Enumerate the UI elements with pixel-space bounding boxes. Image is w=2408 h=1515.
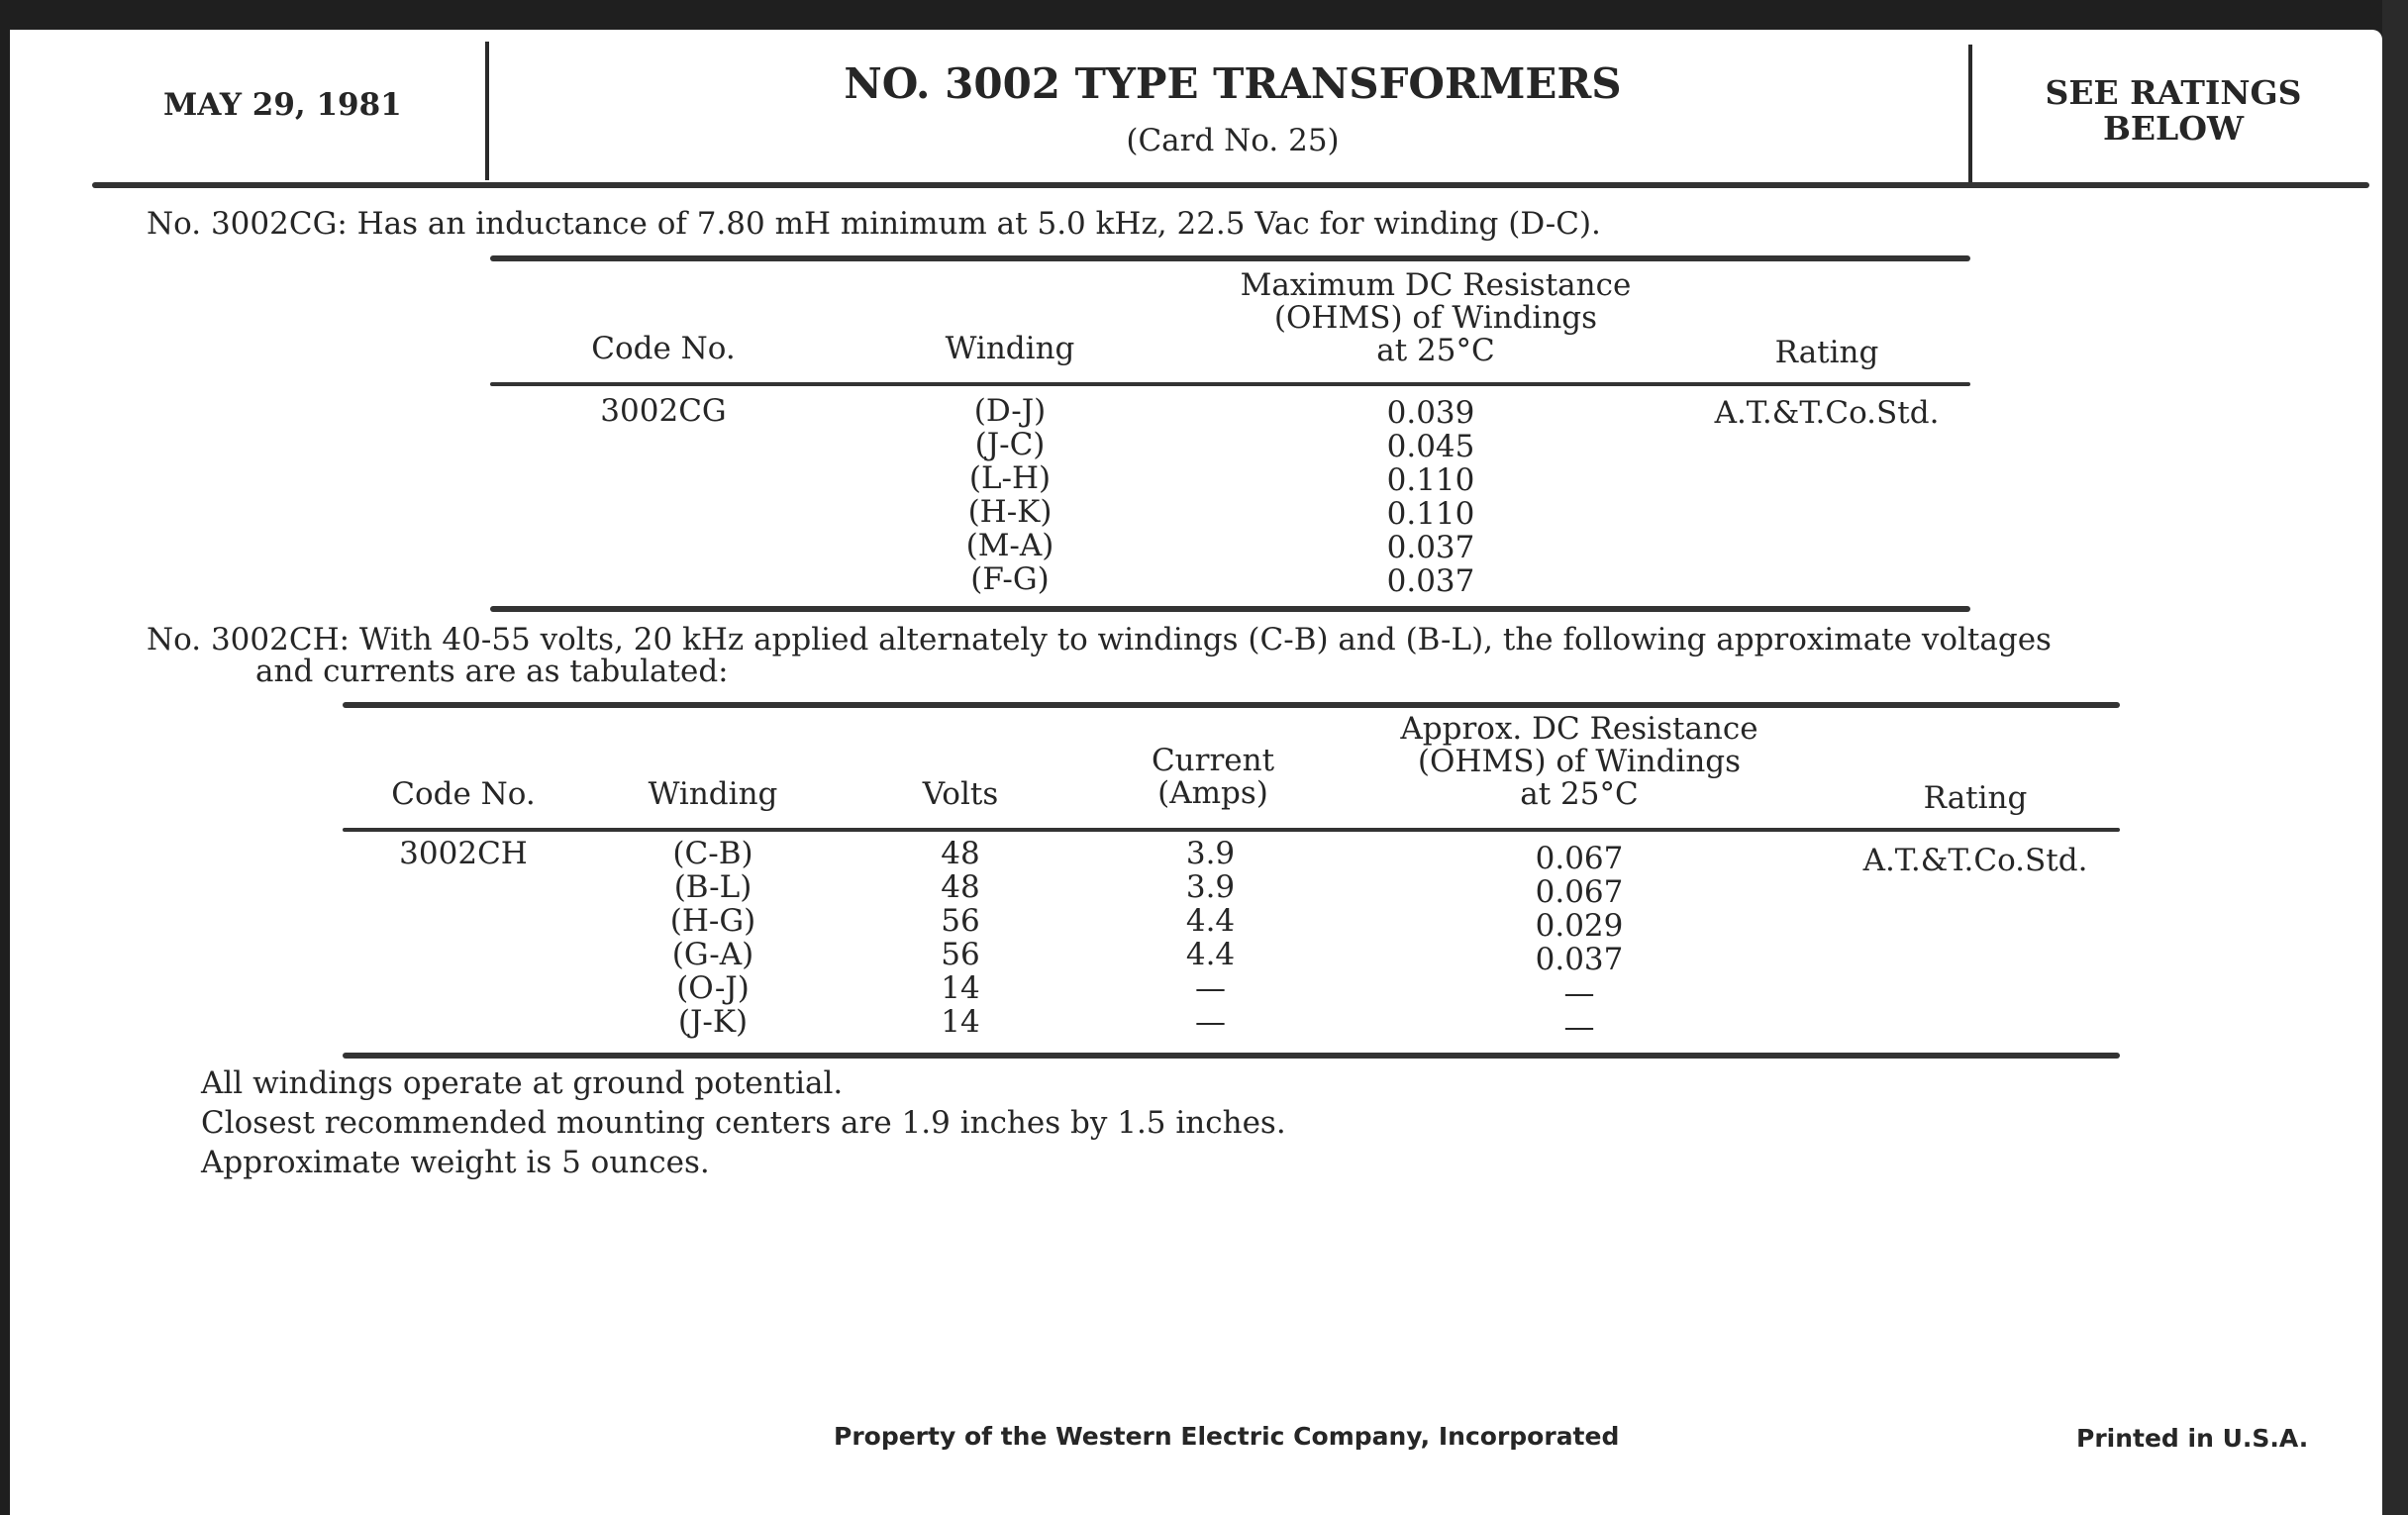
table-ch-winding: (O-J)	[676, 970, 750, 1006]
table-cg-header-rating: Rating	[1774, 335, 1879, 370]
issue-date: MAY 29, 1981	[163, 87, 402, 123]
table-ch-current: 4.4	[1185, 903, 1236, 939]
footer-property: Property of the Western Electric Company, Incorporated	[834, 1422, 1620, 1451]
table-ch-current-column	[1109, 837, 1312, 1039]
table-ch-winding: (G-A)	[671, 937, 754, 972]
table-cg-header-code: Code No.	[591, 331, 736, 366]
ratings-note-line1: SEE RATINGS	[2045, 73, 2302, 112]
table-cg-winding-column	[911, 394, 1109, 596]
table-cg-resistance: 0.037	[1386, 563, 1475, 599]
header-line: Approx. DC Resistance	[1400, 711, 1758, 747]
header-divider-left	[485, 42, 489, 180]
table-cg-winding: (M-A)	[965, 528, 1054, 563]
table-cg-header-winding: Winding	[945, 331, 1075, 366]
table-ch-resistance: 0.037	[1535, 942, 1624, 977]
table-cg-resistance: 0.039	[1386, 395, 1475, 431]
table-ch-bottom-rule	[343, 1053, 2120, 1059]
card-number: (Card No. 25)	[1126, 123, 1340, 158]
table-ch-resistance: —	[1563, 975, 1595, 1011]
ratings-note	[1980, 75, 2366, 147]
table-ch-header-rating: Rating	[1923, 780, 2028, 816]
header-rule	[92, 182, 2369, 188]
section-ch-intro-line1: No. 3002CH: With 40-55 volts, 20 kHz applied alternately to windings (C-B) and (B-L), the following approximate voltages	[147, 622, 2052, 657]
table-ch-winding: (J-K)	[677, 1004, 749, 1040]
table-ch-current: 3.9	[1185, 836, 1236, 871]
table-cg-resistance: 0.110	[1386, 496, 1475, 532]
header-line: at 25°C	[1376, 333, 1495, 368]
ratings-note-line2: BELOW	[2102, 109, 2245, 148]
scan-edge	[2382, 0, 2408, 1515]
table-ch-header-resistance	[1317, 713, 1842, 811]
table-ch-header-current	[1109, 745, 1317, 810]
table-ch-resistance: 0.067	[1535, 874, 1624, 910]
table-ch-header-code: Code No.	[391, 776, 536, 812]
note-mounting-centers: Closest recommended mounting centers are 1.9 inches by 1.5 inches.	[201, 1105, 1286, 1141]
note-weight: Approximate weight is 5 ounces.	[201, 1145, 710, 1180]
table-cg-top-rule	[490, 255, 1970, 261]
header-divider-right	[1968, 45, 1972, 188]
table-ch-header-rule	[343, 828, 2120, 832]
table-ch-winding-column	[614, 837, 812, 1039]
table-ch-volts: 56	[941, 937, 980, 972]
table-cg-header-resistance	[1168, 269, 1703, 367]
table-cg-code: 3002CG	[600, 393, 727, 429]
header-line: Current	[1151, 743, 1275, 778]
table-ch-volts: 48	[941, 836, 980, 871]
table-ch-current: 3.9	[1185, 869, 1236, 905]
table-ch-top-rule	[343, 702, 2120, 708]
table-ch-current: 4.4	[1185, 937, 1236, 972]
table-ch-header-volts: Volts	[922, 776, 999, 812]
table-ch-volts: 14	[941, 970, 980, 1006]
section-ch-intro-line2: and currents are as tabulated:	[255, 654, 729, 689]
table-ch-winding: (B-L)	[673, 869, 752, 905]
table-cg-resistance: 0.037	[1386, 530, 1475, 565]
table-ch-resistance: 0.067	[1535, 841, 1624, 876]
table-ch-winding: (C-B)	[672, 836, 753, 871]
header-line: Maximum DC Resistance	[1240, 267, 1632, 303]
table-ch-rating: A.T.&T.Co.Std.	[1862, 843, 2088, 878]
table-ch-resistance-column	[1480, 842, 1678, 1044]
table-ch-header-winding: Winding	[648, 776, 778, 812]
notes	[201, 1063, 1286, 1182]
table-cg-winding: (L-H)	[968, 460, 1052, 496]
table-cg-winding: (J-C)	[974, 427, 1046, 462]
table-ch-volts: 56	[941, 903, 980, 939]
table-ch-volts: 48	[941, 869, 980, 905]
table-ch-current: —	[1195, 970, 1226, 1006]
table-cg-rating: A.T.&T.Co.Std.	[1714, 395, 1940, 431]
footer-printed: Printed in U.S.A.	[2076, 1424, 2309, 1453]
table-cg-winding: (H-K)	[967, 494, 1053, 530]
table-cg-winding: (F-G)	[970, 561, 1050, 597]
header-line: (Amps)	[1157, 775, 1268, 811]
table-cg-resistance-column	[1332, 396, 1530, 598]
note-ground-potential: All windings operate at ground potential.	[201, 1065, 844, 1101]
table-cg-resistance: 0.110	[1386, 462, 1475, 498]
section-cg-intro: No. 3002CG: Has an inductance of 7.80 mH minimum at 5.0 kHz, 22.5 Vac for winding (D-C).	[147, 206, 1601, 242]
header-line: (OHMS) of Windings	[1273, 300, 1598, 336]
table-ch-volts: 14	[941, 1004, 980, 1040]
header-line: (OHMS) of Windings	[1417, 744, 1742, 779]
table-ch-winding: (H-G)	[669, 903, 756, 939]
table-ch-volts-column	[861, 837, 1059, 1039]
table-ch-code: 3002CH	[399, 836, 528, 871]
table-cg-bottom-rule	[490, 606, 1970, 612]
table-ch-resistance: 0.029	[1535, 908, 1624, 944]
table-cg-winding: (D-J)	[973, 393, 1047, 429]
table-cg-header-rule	[490, 382, 1970, 386]
table-ch-resistance: —	[1563, 1009, 1595, 1045]
page-title: NO. 3002 TYPE TRANSFORMERS	[844, 59, 1622, 108]
header-line: at 25°C	[1520, 776, 1639, 812]
table-cg-resistance: 0.045	[1386, 429, 1475, 464]
table-ch-current: —	[1195, 1004, 1226, 1040]
